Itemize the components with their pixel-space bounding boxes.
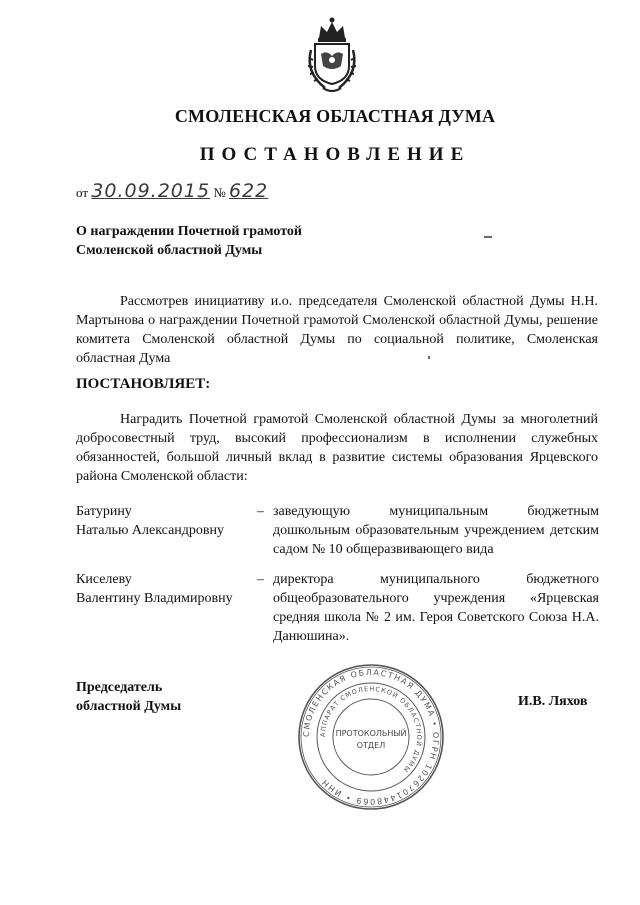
recipient-dash: – bbox=[257, 572, 264, 587]
date-handwritten: 30.09.2015 bbox=[91, 180, 211, 202]
recipient-position: директора муниципального бюджетного общеобразовательного учреждения «Ярцевская средняя школа № 2 им. Героя Советского Союза Н.А. Данюшина». bbox=[273, 572, 599, 644]
number-handwritten: 622 bbox=[228, 180, 269, 202]
subject-line-2: Смоленской областной Думы bbox=[76, 243, 263, 258]
organization-title: СМОЛЕНСКАЯ ОБЛАСТНАЯ ДУМА bbox=[174, 106, 496, 126]
recipient-given-names: Наталью Александровну bbox=[76, 523, 224, 538]
preamble-paragraph: Рассмотрев инициативу и.о. председателя Смоленской областной Думы Н.Н. Мартынова о награждении Почетной грамотой Смоленской областной Думы, решение комитета Смоленской областной Думы по социальной политике, Смоленская областная Дума bbox=[76, 294, 598, 366]
subject-line-1: О награждении Почетной грамотой bbox=[76, 224, 302, 239]
signatory-name: И.В. Ляхов bbox=[518, 694, 588, 709]
recipient-surname: Киселеву bbox=[76, 572, 132, 587]
recipient-dash: – bbox=[257, 504, 264, 519]
signatory-title bbox=[76, 678, 181, 716]
award-paragraph: Наградить Почетной грамотой Смоленской областной Думы за многолетний добросовестный труд, высокий профессионализм в исполнении служебных обязанностей, большой личный вклад в развитие системы образования Ярцевского района Смоленской области: bbox=[76, 412, 598, 484]
recipient-name bbox=[76, 570, 233, 608]
stamp-outer-text: СМОЛЕНСКАЯ ОБЛАСТНАЯ ДУМА • ОГРН 1026701448069 • ИНН bbox=[301, 667, 441, 807]
signatory-title-line-1: Председатель bbox=[76, 680, 163, 695]
scan-speck bbox=[428, 356, 430, 359]
recipient-position: заведующую муниципальным бюджетным дошкольным образовательным учреждением детским садом № 10 общеразвивающего вида bbox=[273, 504, 599, 557]
stamp-inner-text: АППАРАТ СМОЛЕНСКОЙ ОБЛАСТНОЙ ДУМЫ bbox=[318, 684, 424, 775]
recipient-given-names: Валентину Владимировну bbox=[76, 591, 233, 606]
number-prefix: № bbox=[213, 185, 226, 200]
recipient-surname: Батурину bbox=[76, 504, 132, 519]
recipient-name bbox=[76, 502, 224, 540]
resolves-heading: ПОСТАНОВЛЯЕТ: bbox=[76, 376, 211, 392]
stamp-center-line-2: ОТДЕЛ bbox=[356, 741, 386, 750]
coat-of-arms-emblem bbox=[297, 14, 367, 94]
scan-speck bbox=[484, 236, 492, 238]
date-prefix: от bbox=[76, 185, 89, 200]
document-type-heading: ПОСТАНОВЛЕНИЕ bbox=[199, 144, 471, 165]
subject-heading bbox=[76, 222, 302, 260]
stamp-center-line-1: ПРОТОКОЛЬНЫЙ bbox=[335, 729, 407, 738]
official-stamp-seal bbox=[296, 662, 446, 812]
signatory-title-line-2: областной Думы bbox=[76, 699, 182, 714]
date-number-line bbox=[76, 180, 268, 202]
